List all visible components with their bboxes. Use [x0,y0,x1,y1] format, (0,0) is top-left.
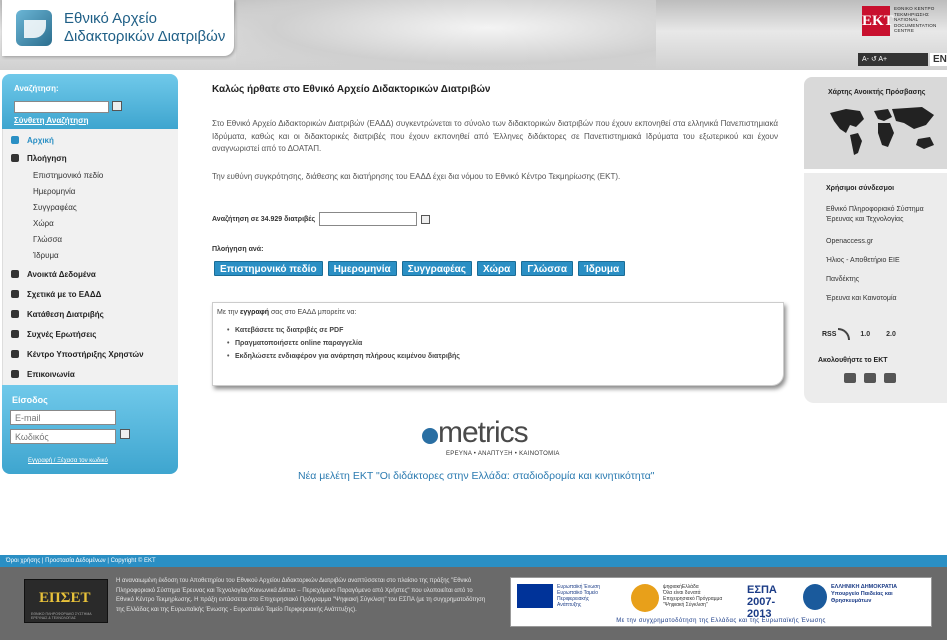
link-openaccess[interactable]: Openaccess.gr [826,238,874,245]
link-pandektis[interactable]: Πανδέκτης [826,276,860,283]
rss-1-0-link[interactable]: 1.0 [860,330,871,338]
useful-links-title: Χρήσιμοι σύνδεσμοι [826,185,895,192]
browse-icon [11,154,19,162]
site-header [0,0,947,70]
info-icon [11,290,19,298]
footer [0,567,947,640]
faq-icon [11,330,19,338]
epset-wordmark: ΕΠΣΕΤ [39,590,91,606]
advanced-search-link[interactable]: Σύνθετη Αναζήτηση [14,116,89,125]
map-title: Χάρτης Ανοικτής Πρόσβασης [828,89,926,96]
nav-deposit[interactable] [11,307,104,321]
nav-open-data[interactable] [11,267,96,281]
quick-search-button[interactable] [112,101,122,111]
nav-sub-institution[interactable]: Ίδρυμα [33,251,59,260]
font-size-controls[interactable]: A- ↺ A+ [858,53,928,66]
cofunding-caption: Με την συγχρηματοδότηση της Ελλάδας και της Ευρωπαϊκής Ένωσης [616,618,826,624]
espa-badge: ΕΣΠΑ 2007-2013 [747,584,777,620]
emetrics-tagline: ΕΡΕΥΝΑ • ΑΝΑΠΤΥΞΗ • ΚΑΙΝΟΤΟΜΙΑ [446,451,560,457]
register-link[interactable]: εγγραφή [240,309,270,316]
register-forgot-links[interactable]: Εγγραφή / Ξέχασα τον κωδικό [28,458,108,464]
facebook-icon[interactable] [864,373,876,383]
link-research-innovation[interactable]: Έρευνα και Καινοτομία [826,295,897,302]
nav-sub-date[interactable]: Ημερομηνία [33,187,76,196]
registration-benefits-box [212,302,784,386]
login-title: Είσοδος [12,395,48,405]
footer-links-bar[interactable]: Όροι χρήσης | Προστασία Δεδομένων | Copyright © ΕΚΤ [0,555,947,567]
emetrics-logo[interactable] [422,416,582,460]
nav-faq[interactable] [11,327,96,341]
open-access-map-panel[interactable] [804,77,947,169]
login-button[interactable] [120,429,130,439]
ekt-line: CENTRE [894,28,915,34]
home-icon [11,136,19,144]
useful-links-panel [804,173,947,403]
nav-sub-author[interactable]: Συγγραφέας [33,203,77,212]
benefits-heading-text: σας στο ΕΑΔΔ μπορείτε να: [269,309,357,316]
quick-search-panel [2,74,178,129]
browse-institution-button[interactable]: Ίδρυμα [578,261,625,276]
browse-buttons [214,261,630,276]
digital-greece-text: ψηφιακήΕλλάδα Όλα είναι δυνατά Επιχειρησιακό Πρόγραμμα "Ψηφιακή Σύγκλιση" [663,584,723,608]
rss-2-0-link[interactable]: 2.0 [886,330,896,338]
ekt-line: DOCUMENTATION [894,22,937,28]
right-sidebar [804,77,947,403]
nav-about[interactable] [11,287,101,301]
social-links [844,373,904,383]
eu-text: Ευρωπαϊκή Ένωση Ευρωπαϊκό Ταμείο Περιφερειακής Ανάπτυξης [557,584,600,608]
follow-label: Ακολουθήστε το ΕΚΤ [818,357,888,364]
benefit-item: • Κατεβάσετε τις διατριβές σε PDF [235,327,343,334]
intro-paragraph: Στο Εθνικό Αρχείο Διδακτορικών Διατριβών (ΕΑΔΔ) συγκεντρώνεται το σύνολο των διδακτορικών διατριβών που έχουν εκπονηθεί στα ελληνικά Πανεπιστημιακά Ιδρύματα, καθώς και οι διδακτορικές διατριβές που έχουν εκπονηθεί από Έλληνες διδάκτορες σε Πανεπιστημιακά Ιδρύματα του εξωτερικού και έχουν αναγνωριστεί από το ΔΟΑΤΑΠ. [212,119,778,153]
email-field[interactable] [10,410,116,425]
nav-label: Πλοήγηση [27,153,67,163]
deposit-icon [11,310,19,318]
nav-label: Κέντρο Υποστήριξης Χρηστών [27,349,144,359]
page-title: Καλώς ήρθατε στο Εθνικό Αρχείο Διδακτορικών Διατριβών [212,84,491,95]
main-search-input[interactable] [319,212,417,226]
logo-line-2: Διδακτορικών Διατριβών [64,28,226,45]
quick-search-input[interactable] [14,101,109,113]
nav-sub-field[interactable]: Επιστημονικό πεδίο [33,171,104,180]
nav-home[interactable] [11,133,54,147]
nav-label: Συχνές Ερωτήσεις [27,329,97,339]
main-content [212,80,787,480]
digital-greece-icon [631,584,659,612]
quick-search-title: Αναζήτηση: [14,84,59,93]
ekt-line: NATIONAL [894,17,919,23]
epset-tagline: ΕΘΝΙΚΟ ΠΛΗΡΟΦΟΡΙΑΚΟ ΣΥΣΤΗΜΑ ΕΡΕΥΝΑΣ & ΤΕΧΝΟΛΟΓΙΑΣ [31,612,92,620]
greek-republic-text: ΕΛΛΗΝΙΚΗ ΔΗΜΟΚΡΑΤΙΑ Υπουργείο Παιδείας και Θρησκευμάτων [831,584,898,604]
eu-flag-icon [517,584,553,608]
link-ekt-system[interactable]: Εθνικό Πληροφοριακό Σύστημα Έρευνας και Τεχνολογίας [826,206,924,223]
support-icon [11,350,19,358]
password-field[interactable] [10,429,116,444]
rss-icon[interactable] [838,328,850,340]
nav-label: Σχετικά με το ΕΑΔΔ [27,289,102,299]
benefits-heading [217,309,356,316]
nav-sub-language[interactable]: Γλώσσα [33,235,63,244]
browse-field-button[interactable]: Επιστημονικό πεδίο [214,261,323,276]
nav-label: Επικοινωνία [27,369,75,379]
browse-date-button[interactable]: Ημερομηνία [328,261,397,276]
world-map-icon [826,103,940,157]
main-navigation [2,129,178,385]
ekt-text [894,6,937,34]
link-helios[interactable]: Ήλιος - Αποθετήριο ΕΙΕ [826,257,900,264]
left-sidebar [2,74,178,474]
browse-author-button[interactable]: Συγγραφέας [402,261,472,276]
rss-label: RSS [822,330,837,338]
funding-logos [510,577,932,627]
ekt-mark: ΕΚΤ [862,6,890,36]
header-illustration [236,0,656,70]
ekt-line: ΕΘΝΙΚΟ ΚΕΝΤΡΟ [894,6,935,11]
nav-label: Ανοικτά Δεδομένα [27,269,96,279]
nav-support[interactable] [11,347,144,361]
ekt-line: ΤΕΚΜΗΡΙΩΣΗΣ [894,11,930,17]
logo-icon [16,10,52,46]
responsibility-paragraph: Την ευθύνη συγκρότησης, διάθεσης και διατήρησης του ΕΑΔΔ έχει δια νόμου το Εθνικό Κέντρο Τεκμηρίωσης (ΕΚΤ). [212,172,621,181]
open-data-icon [11,270,19,278]
study-link[interactable]: Νέα μελέτη ΕΚΤ "Οι διδάκτορες στην Ελλάδα: σταδιοδρομία και κινητικότητα" [298,470,655,482]
greek-republic-seal-icon [803,584,827,610]
browse-language-button[interactable]: Γλώσσα [521,261,573,276]
nav-label: Κατάθεση Διατριβής [27,309,104,319]
emetrics-icon [422,428,438,444]
nav-label: Αρχική [27,135,54,145]
main-search-button[interactable] [421,215,430,224]
rss-feeds [822,323,942,345]
logo-line-1: Εθνικό Αρχείο [64,10,157,27]
nav-sub-country[interactable]: Χώρα [33,219,54,228]
benefit-item: • Πραγματοποιήσετε online παραγγελία [235,340,362,347]
logo-text [64,10,225,46]
site-logo[interactable] [2,0,234,56]
main-search-label: Αναζήτηση σε 34.929 διατριβές [212,215,316,223]
language-switch[interactable]: EN [930,53,947,66]
epset-logo[interactable] [24,579,108,623]
browse-country-button[interactable]: Χώρα [477,261,516,276]
nav-contact[interactable] [11,367,75,381]
browse-label: Πλοήγηση ανά: [212,246,264,253]
emetrics-wordmark: metrics [438,416,528,449]
nav-browse[interactable] [11,151,67,165]
ekt-logo[interactable] [862,6,944,52]
youtube-icon[interactable] [884,373,896,383]
benefit-item: • Εκδηλώσετε ενδιαφέρον για ανάρτηση πλήρους κειμένου διατριβής [235,353,460,360]
benefits-heading-text: Με την [217,309,240,316]
main-search [212,212,430,226]
twitter-icon[interactable] [844,373,856,383]
contact-icon [11,370,19,378]
funding-statement: Η αναναιωμένη έκδοση του Αποθετηρίου του Εθνικού Αρχείου Διδακτορικών Διατριβών αναπτύσσεται στο πλαίσιο της πράξης "Εθνικό Πληροφοριακό Σύστημα Έρευνας και Τεχνολογίας/Κοινωνικά Δίκτυα – Περιεχόμενο Παραγόμενο από Χρήστες" που υλοποιείται από το Εθνικό Κέντρο Τεκμηρίωσης. Η πράξη εντάσσεται στο Επιχειρησιακό Πρόγραμμα "Ψηφιακή Σύγκλιση" του ΕΣΠΑ (με τη συγχρηματοδότηση της Ελλάδας και της Ευρωπαϊκής Ένωσης - Ευρωπαϊκό Ταμείο Περιφερειακής Ανάπτυξης). [116,578,486,613]
